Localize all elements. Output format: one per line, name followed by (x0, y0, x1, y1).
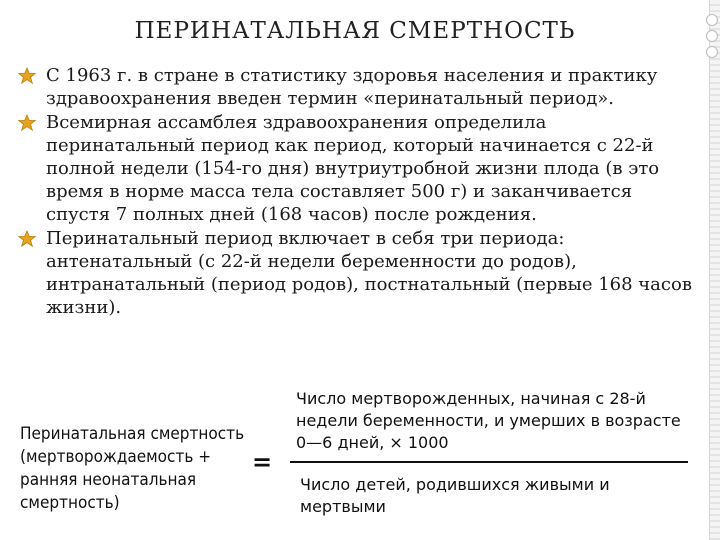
decorative-circle (706, 46, 718, 58)
bullet-item-2 (18, 111, 693, 226)
decorative-right-border (709, 0, 720, 540)
slide-title: ПЕРИНАТАЛЬНАЯ СМЕРТНОСТЬ (134, 18, 576, 44)
star-icon (18, 230, 36, 248)
star-icon (18, 67, 36, 85)
bullet-text-2: Всемирная ассамблея здравоохранения определила перинатальный период как период, который начинается с 22-й полной недели (154-го дня) внутриутробной жизни плода (в это время в норме масса тела составляет 500 г) и заканчивается спустя 7 полных дней (168 часов) после рождения. (46, 112, 660, 225)
bullet-text-3: Перинатальный период включает в себя три периода: антенатальный (с 22-й недели беременности до родов), интранатальный (период родов), постнатальный (первые 168 часов жизни). (46, 228, 692, 318)
formula-numerator: Число мертворожденных, начиная с 28-й недели беременности, и умерших в возрасте 0—6 дней, × 1000 (296, 389, 681, 452)
bullet-list (18, 64, 693, 320)
bullet-text-1: С 1963 г. в стране в статистику здоровья населения и практику здравоохранения введен термин «перинатальный период». (46, 65, 658, 109)
formula-denominator: Число детей, родившихся живыми и мертвыми (300, 475, 610, 516)
bullet-item-1 (18, 64, 693, 110)
formula-equals-sign: = (252, 448, 273, 476)
star-icon (18, 114, 36, 132)
formula-left-term: Перинатальная смертность (мертворождаемость + ранняя неонатальная смертность) (20, 424, 245, 513)
bullet-item-3 (18, 227, 693, 319)
fraction-bar (290, 461, 688, 463)
